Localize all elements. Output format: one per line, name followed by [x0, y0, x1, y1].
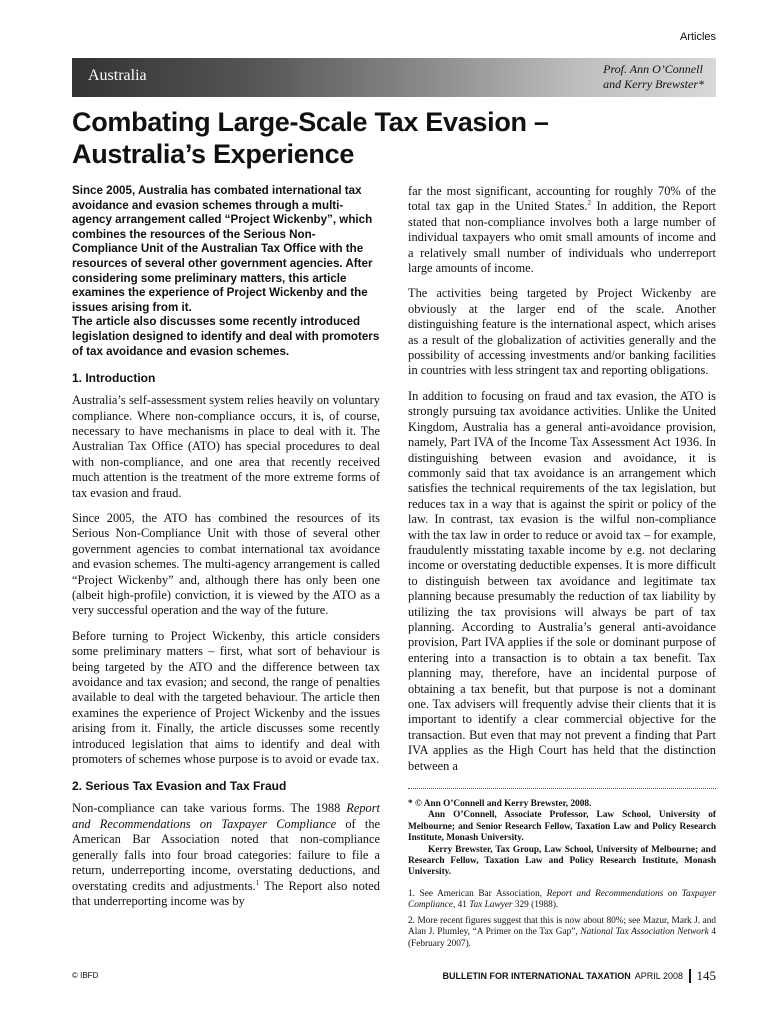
publication-name: BULLETIN FOR INTERNATIONAL TAXATION: [442, 971, 631, 981]
text-run: far the most significant, accounting for roughly 70% of the total tax gap in the United States.: [408, 184, 716, 214]
text-run: The Report also noted that underreporting income was by: [72, 878, 380, 908]
text-run: 1. See American Bar Association,: [408, 888, 547, 899]
page-number: 145: [696, 968, 716, 983]
footnote-2: [408, 916, 716, 950]
abstract: [72, 184, 380, 359]
footnote-ref[interactable]: 2: [587, 199, 591, 208]
footnote-line: Ann O’Connell, Associate Professor, Law School, University of Melbourne; and Senior Research Fellow, Taxation Law and Policy Research Institute, Monash University.: [408, 810, 716, 844]
banner-author-line: and Kerry Brewster*: [603, 77, 704, 91]
footnote-ref[interactable]: 1: [255, 878, 260, 887]
text-run: Non-compliance can take various forms. The 1988: [72, 801, 347, 816]
footnote-line: Kerry Brewster, Tax Group, Law School, University of Melbourne; and Research Fellow, Taxation Law and Policy Research Institute, Monash University.: [408, 844, 716, 878]
right-column: [408, 184, 716, 954]
footnote-line: * © Ann O’Connell and Kerry Brewster, 2008.: [408, 799, 592, 810]
banner-author-line: Prof. Ann O’Connell: [603, 62, 703, 76]
body-paragraph: [72, 801, 380, 909]
body-paragraph: In addition to focusing on fraud and tax evasion, the ATO is strongly pursuing tax avoidance activities. Unlike the United Kingdom, Australia has a general anti-avoidance provision, namely, Part IVA of the Income Tax Assessment Act 1936. In distinguishing between evasion and avoidance, it is commonly said that tax avoidance is an arrangement which satisfies the technical requirements of the tax legislation, but reduces tax in a way that is against the spirit or policy of the law. In contrast, tax evasion is the wilful non-compliance with the tax law in order to reduce or avoid tax – for example, fraudulently misstating taxable income by e.g. not declaring income or overstating deductible expenses. It is more difficult to distinguish between tax avoidance and legitimate tax planning because presumably the reduction of tax liability by utilizing the tax provisions will always be part of tax planning. According to Australia’s general anti-avoidance provision, Part IVA applies if the sole or dominant purpose of entering into a transaction is to obtain a tax benefit. Tax planning may, therefore, have an incidental purpose of obtaining a tax benefit, but that purpose is not a dominant one. Tax advisers will frequently advise their clients that it is important to identify a clear commercial objective for the transaction. But even that may not prevent a finding that Part IVA applies as the High Court has held that the distinction between a: [408, 388, 716, 773]
text-run: 4 (February 2007).: [408, 927, 716, 949]
issue-date: APRIL 2008: [634, 971, 683, 981]
body-paragraph: The activities being targeted by Project Wickenby are obviously at the larger end of the scale. Another distinguishing feature is the international aspect, which arises as a result of the globalization of activities generally and the possibility of accessing investments and/or banking facilities in countries with less stringent tax and reporting obligations.: [408, 286, 716, 378]
author-footnote: [408, 799, 716, 879]
italic-title: National Tax Association Network: [580, 927, 709, 938]
abstract-paragraph: The article also discusses some recently introduced legislation designed to identify and deal with promoters of tax avoidance and evasion schemes.: [72, 315, 380, 358]
title-line: Australia’s Experience: [72, 139, 355, 169]
country-banner: [72, 58, 716, 97]
text-run: In addition, the Report stated that non-compliance involves both a large number of individual taxpayers who omit small amounts of income and a relatively small number of individuals who underreport large amounts of income.: [408, 199, 716, 276]
footnote-divider: [408, 788, 716, 789]
body-paragraph: Since 2005, the ATO has combined the resources of its Serious Non-Compliance Unit with those of several other government agencies to combat international tax avoidance and evasion schemes. The multi-agency arrangement is called “Project Wickenby” and, although there has only been one (albeit high-profile) conviction, it is viewed by the ATO as a very successful operation and the way of the future.: [72, 510, 380, 618]
body-paragraph: [408, 184, 716, 276]
text-run: of the American Bar Association noted that non-compliance generally falls into four broad categories: failure to file a return, underreporting income, overstating deductions, and overstating credits and adjustments.: [72, 816, 381, 893]
body-paragraph: Before turning to Project Wickenby, this article considers some preliminary matters – first, what sort of behaviour is being targeted by the ATO and the difference between tax avoidance and tax evasion; and second, the range of penalties available to deal with the targeted behaviour. The article then examines the experience of Project Wickenby and the issues arising from it. Finally, the article discusses some recently introduced legislation that aims to identify and deal with promoters of schemes whose purpose is to avoid or evade tax.: [72, 628, 380, 767]
footer-publication: [442, 968, 716, 984]
italic-title: Report and Recommendations on Taxpayer Compliance: [72, 801, 380, 831]
article-title: [72, 106, 712, 170]
left-column: [72, 184, 380, 919]
abstract-paragraph: Since 2005, Australia has combated international tax avoidance and evasion schemes through a multi-agency arrangement called “Project Wickenby”, which combines the resources of the Serious Non-Compliance Unit of the Australian Tax Office with the resources of several other government agencies. After considering some preliminary matters, this article examines the experience of Project Wickenby and the issues arising from it.: [72, 184, 373, 314]
footer-separator: [689, 969, 691, 983]
body-paragraph: Australia’s self-assessment system relies heavily on voluntary compliance. Where non-compliance occurs, it is, of course, necessary to have mechanisms in place to deal with it. The Australian Tax Office (ATO) has special procedures to deal with non-compliance, and one area that recently received much attention is the treatment of the more extreme forms of tax evasion and fraud.: [72, 393, 380, 500]
text-run: 329 (1988).: [512, 900, 559, 911]
footnote-1: [408, 889, 716, 912]
running-head: Articles: [679, 31, 716, 43]
text-run: 2. More recent figures suggest that this is now about 80%; see Mazur, Mark J. and Alan J. Plumley, “A Primer on the Tax Gap”,: [408, 915, 716, 938]
title-line: Combating Large-Scale Tax Evasion –: [72, 107, 549, 137]
section-heading: 2. Serious Tax Evasion and Tax Fraud: [72, 779, 287, 794]
italic-title: Report and Recommendations on Taxpayer Compliance: [408, 888, 717, 911]
banner-authors: [603, 62, 704, 92]
banner-country: Australia: [88, 67, 147, 84]
section-heading: 1. Introduction: [72, 371, 156, 386]
text-run: , 41: [452, 900, 470, 911]
footer-copyright: © IBFD: [72, 971, 99, 980]
italic-title: Tax Lawyer: [469, 900, 513, 911]
